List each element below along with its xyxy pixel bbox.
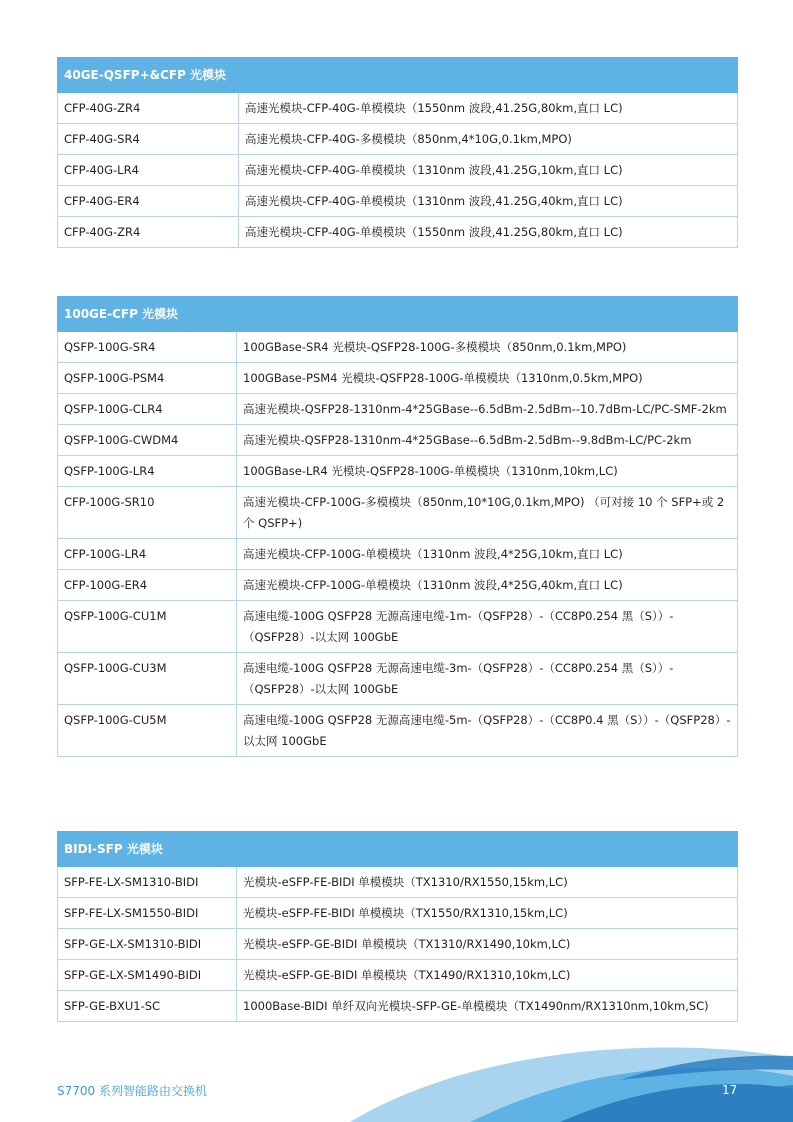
description-cell: 光模块-eSFP-GE-BIDI 单模模块（TX1310/RX1490,10km,LC) xyxy=(237,929,738,960)
model-cell: CFP-40G-ZR4 xyxy=(58,93,239,124)
description-cell: 高速光模块-CFP-40G-单模模块（1310nm 波段,41.25G,10km,直口 LC) xyxy=(239,155,738,186)
model-cell: SFP-FE-LX-SM1550-BIDI xyxy=(58,898,237,929)
model-cell: SFP-FE-LX-SM1310-BIDI xyxy=(58,867,237,898)
model-cell: CFP-40G-ER4 xyxy=(58,186,239,217)
table-row xyxy=(58,487,738,539)
table-row xyxy=(58,653,738,705)
table-row xyxy=(58,93,738,124)
table-row xyxy=(58,991,738,1022)
description-cell: 光模块-eSFP-FE-BIDI 单模模块（TX1310/RX1550,15km,LC) xyxy=(237,867,738,898)
table-row xyxy=(58,394,738,425)
table-bidi xyxy=(57,831,738,1022)
model-cell: SFP-GE-LX-SM1310-BIDI xyxy=(58,929,237,960)
model-cell: CFP-100G-SR10 xyxy=(58,487,237,539)
description-cell: 100GBase-SR4 光模块-QSFP28-100G-多模模块（850nm,0.1km,MPO) xyxy=(237,332,738,363)
page-number: 17 xyxy=(722,1083,738,1097)
model-cell: QSFP-100G-CLR4 xyxy=(58,394,237,425)
description-cell: 光模块-eSFP-GE-BIDI 单模模块（TX1490/RX1310,10km,LC) xyxy=(237,960,738,991)
table-header-row xyxy=(58,58,738,93)
table-header-row xyxy=(58,297,738,332)
description-cell: 100GBase-PSM4 光模块-QSFP28-100G-单模模块（1310nm,0.5km,MPO) xyxy=(237,363,738,394)
table-row xyxy=(58,539,738,570)
table-row xyxy=(58,425,738,456)
table-row xyxy=(58,332,738,363)
table-row xyxy=(58,960,738,991)
description-cell: 高速光模块-QSFP28-1310nm-4*25GBase--6.5dBm-2.5dBm--9.8dBm-LC/PC-2km xyxy=(237,425,738,456)
model-cell: SFP-GE-BXU1-SC xyxy=(58,991,237,1022)
model-cell: CFP-100G-ER4 xyxy=(58,570,237,601)
table-row xyxy=(58,155,738,186)
description-cell: 高速光模块-QSFP28-1310nm-4*25GBase--6.5dBm-2.5dBm--10.7dBm-LC/PC-SMF-2km xyxy=(237,394,738,425)
table-title: 100GE-CFP 光模块 xyxy=(58,297,738,332)
table-row xyxy=(58,217,738,248)
table-row xyxy=(58,898,738,929)
table-row xyxy=(58,570,738,601)
description-cell: 高速电缆-100G QSFP28 无源高速电缆-3m-（QSFP28）-（CC8P0.254 黑（S））-（QSFP28）-以太网 100GbE xyxy=(237,653,738,705)
model-cell: QSFP-100G-PSM4 xyxy=(58,363,237,394)
table-row xyxy=(58,867,738,898)
model-cell: CFP-100G-LR4 xyxy=(58,539,237,570)
table-title: 40GE-QSFP+&CFP 光模块 xyxy=(58,58,738,93)
description-cell: 1000Base-BIDI 单纤双向光模块-SFP-GE-单模模块（TX1490nm/RX1310nm,10km,SC) xyxy=(237,991,738,1022)
table-row xyxy=(58,186,738,217)
description-cell: 高速电缆-100G QSFP28 无源高速电缆-1m-（QSFP28）-（CC8P0.254 黑（S））-（QSFP28）-以太网 100GbE xyxy=(237,601,738,653)
model-cell: CFP-40G-SR4 xyxy=(58,124,239,155)
table-row xyxy=(58,124,738,155)
description-cell: 高速光模块-CFP-100G-单模模块（1310nm 波段,4*25G,40km,直口 LC) xyxy=(237,570,738,601)
model-cell: QSFP-100G-CWDM4 xyxy=(58,425,237,456)
description-cell: 高速光模块-CFP-40G-单模模块（1310nm 波段,41.25G,40km,直口 LC) xyxy=(239,186,738,217)
description-cell: 高速光模块-CFP-40G-单模模块（1550nm 波段,41.25G,80km,直口 LC) xyxy=(239,93,738,124)
model-cell: QSFP-100G-CU5M xyxy=(58,705,237,757)
table-row xyxy=(58,929,738,960)
table-row xyxy=(58,601,738,653)
description-cell: 光模块-eSFP-FE-BIDI 单模模块（TX1550/RX1310,15km,LC) xyxy=(237,898,738,929)
table-row xyxy=(58,363,738,394)
description-cell: 高速光模块-CFP-40G-多模模块（850nm,4*10G,0.1km,MPO) xyxy=(239,124,738,155)
description-cell: 高速电缆-100G QSFP28 无源高速电缆-5m-（QSFP28）-（CC8P0.4 黑（S））-（QSFP28）-以太网 100GbE xyxy=(237,705,738,757)
model-cell: QSFP-100G-SR4 xyxy=(58,332,237,363)
table-header-row xyxy=(58,832,738,867)
description-cell: 高速光模块-CFP-100G-单模模块（1310nm 波段,4*25G,10km,直口 LC) xyxy=(237,539,738,570)
table-40ge xyxy=(57,57,738,248)
table-row xyxy=(58,456,738,487)
model-cell: CFP-40G-ZR4 xyxy=(58,217,239,248)
model-cell: QSFP-100G-CU3M xyxy=(58,653,237,705)
description-cell: 100GBase-LR4 光模块-QSFP28-100G-单模模块（1310nm,10km,LC) xyxy=(237,456,738,487)
description-cell: 高速光模块-CFP-40G-单模模块（1550nm 波段,41.25G,80km,直口 LC) xyxy=(239,217,738,248)
description-cell: 高速光模块-CFP-100G-多模模块（850nm,10*10G,0.1km,MPO) （可对接 10 个 SFP+或 2 个 QSFP+) xyxy=(237,487,738,539)
footer-title: S7700 系列智能路由交换机 xyxy=(57,1084,207,1098)
table-100ge xyxy=(57,296,738,757)
table-row xyxy=(58,705,738,757)
model-cell: QSFP-100G-CU1M xyxy=(58,601,237,653)
model-cell: SFP-GE-LX-SM1490-BIDI xyxy=(58,960,237,991)
table-title: BIDI-SFP 光模块 xyxy=(58,832,738,867)
model-cell: QSFP-100G-LR4 xyxy=(58,456,237,487)
model-cell: CFP-40G-LR4 xyxy=(58,155,239,186)
footer-wave-decoration xyxy=(0,1040,793,1122)
